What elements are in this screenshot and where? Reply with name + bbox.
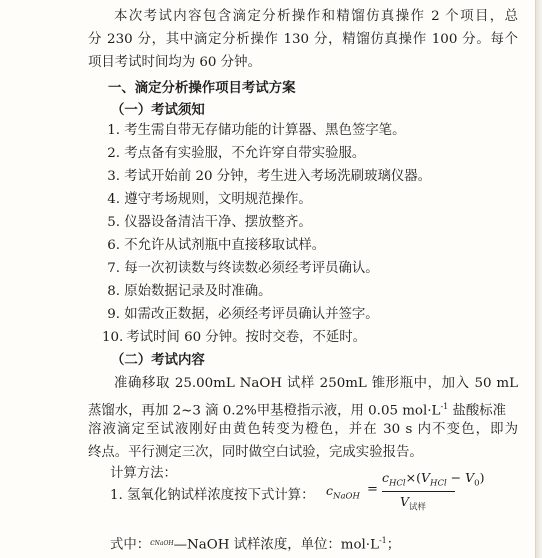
subsection-title-exam-notice: （一）考试须知 — [111, 102, 205, 118]
rule-item — [104, 237, 325, 255]
rule-item — [104, 214, 312, 232]
formula-num-v: V — [421, 470, 431, 485]
rule-item — [104, 145, 365, 163]
rule-item — [104, 191, 312, 209]
intro-line-2: 分 230 分，其中滴定分析操作 130 分，精馏仿真操作 100 分。每个 — [88, 32, 518, 47]
formula-denominator — [400, 494, 426, 513]
calc-item-1: 1. 氢氧化钠试样浓度按下式计算： — [110, 488, 315, 503]
content-line-4: 终点。平行测定三次，同时做空白试验，完成实验报告。 — [88, 445, 423, 460]
rule-text: 考生需自带无存储功能的计算器、黑色签字笔。 — [124, 123, 406, 138]
where-symbol-c: c — [150, 538, 155, 548]
where-superscript: -1 — [378, 536, 387, 545]
page-edge-shadow — [536, 0, 542, 558]
rule-number: 8. — [107, 284, 120, 299]
rule-text: 仪器设备清洁干净、摆放整齐。 — [124, 215, 312, 230]
formula-lhs-subscript: NaOH — [333, 491, 360, 502]
content-line-2-superscript: -1 — [440, 402, 449, 411]
content-line-2 — [88, 398, 506, 420]
rule-text: 考点备有实验服，不允许穿自带实验服。 — [124, 146, 366, 161]
rule-text: 原始数据记录及时准确。 — [124, 284, 272, 299]
section-title-titration: 一、滴定分析操作项目考试方案 — [108, 80, 296, 96]
formula-num-v0: V — [465, 470, 475, 485]
content-line-2-text: 蒸馏水，再加 2~3 滴 0.2%甲基橙指示液，用 0.05 mol·L — [88, 403, 441, 419]
rule-number: 4. — [107, 192, 120, 207]
formula-num-c: c — [382, 470, 390, 485]
rule-number: 6. — [107, 238, 120, 253]
rule-text: 如需改正数据，必须经考评员确认并签字。 — [124, 307, 379, 322]
rule-number: 2. — [107, 146, 120, 161]
rule-text: 每一次初读数与终读数必须经考评员确认。 — [124, 261, 379, 276]
content-line-2-tail: 盐酸标准 — [448, 403, 507, 419]
rule-number: 1. — [107, 123, 120, 138]
formula-den-subscript: 试样 — [409, 502, 427, 513]
rule-item — [104, 122, 405, 140]
rule-item — [104, 283, 272, 301]
formula-num-minus: − — [446, 470, 466, 485]
rule-text: 考试开始前 20 分钟，考生进入考场洗刷玻璃仪器。 — [124, 169, 432, 184]
formula-num-sub-hcl: HCl — [389, 478, 406, 489]
rule-text: 遵守考场规则，文明规范操作。 — [124, 192, 312, 207]
where-prefix: 式中： — [110, 537, 151, 553]
formula-num-close: ) — [479, 470, 485, 485]
rule-number: 3. — [107, 169, 120, 184]
where-symbol-subscript: NaOH — [154, 540, 174, 548]
where-text: —NaOH 试样浓度，单位：mol·L — [173, 537, 379, 553]
subsection-title-exam-content: （二）考试内容 — [111, 352, 205, 368]
where-symbol — [150, 538, 173, 547]
rule-number: 7. — [107, 261, 120, 276]
where-end: ； — [386, 537, 401, 553]
where-clause — [110, 532, 400, 556]
concentration-formula — [326, 470, 485, 516]
formula-numerator — [382, 470, 484, 489]
content-line-3: 溶液滴定至试液刚好由黄色转变为橙色，并在 30 s 内不变色，即为 — [88, 422, 518, 437]
intro-line-3: 项目考试时间均为 60 分钟。 — [88, 55, 261, 70]
formula-equals: = — [367, 482, 378, 497]
rule-text: 考试时间 60 分钟。按时交卷，不延时。 — [126, 330, 367, 345]
formula-num-sub-hcl-v: HCl — [430, 478, 447, 489]
formula-lhs — [326, 483, 360, 502]
content-line-1: 准确移取 25.00mL NaOH 试样 250mL 锥形瓶中，加入 50 mL — [114, 376, 518, 391]
rule-item — [104, 306, 379, 324]
rule-number: 10. — [102, 330, 124, 345]
rule-item — [104, 260, 379, 278]
formula-num-sub-zero: 0 — [474, 478, 480, 489]
formula-lhs-symbol: c — [326, 483, 334, 498]
formula-num-times: ×( — [405, 470, 422, 485]
rule-item — [104, 168, 431, 186]
calc-title: 计算方法： — [110, 466, 177, 481]
formula-den-v: V — [400, 494, 410, 509]
intro-line-1: 本次考试内容包含滴定分析操作和精馏仿真操作 2 个项目，总 — [114, 9, 518, 24]
rule-number: 5. — [107, 215, 120, 230]
formula-fraction-bar — [382, 491, 455, 492]
rule-text: 不允许从试剂瓶中直接移取试样。 — [124, 238, 326, 253]
rule-item — [102, 329, 366, 347]
rule-number: 9. — [107, 307, 120, 322]
